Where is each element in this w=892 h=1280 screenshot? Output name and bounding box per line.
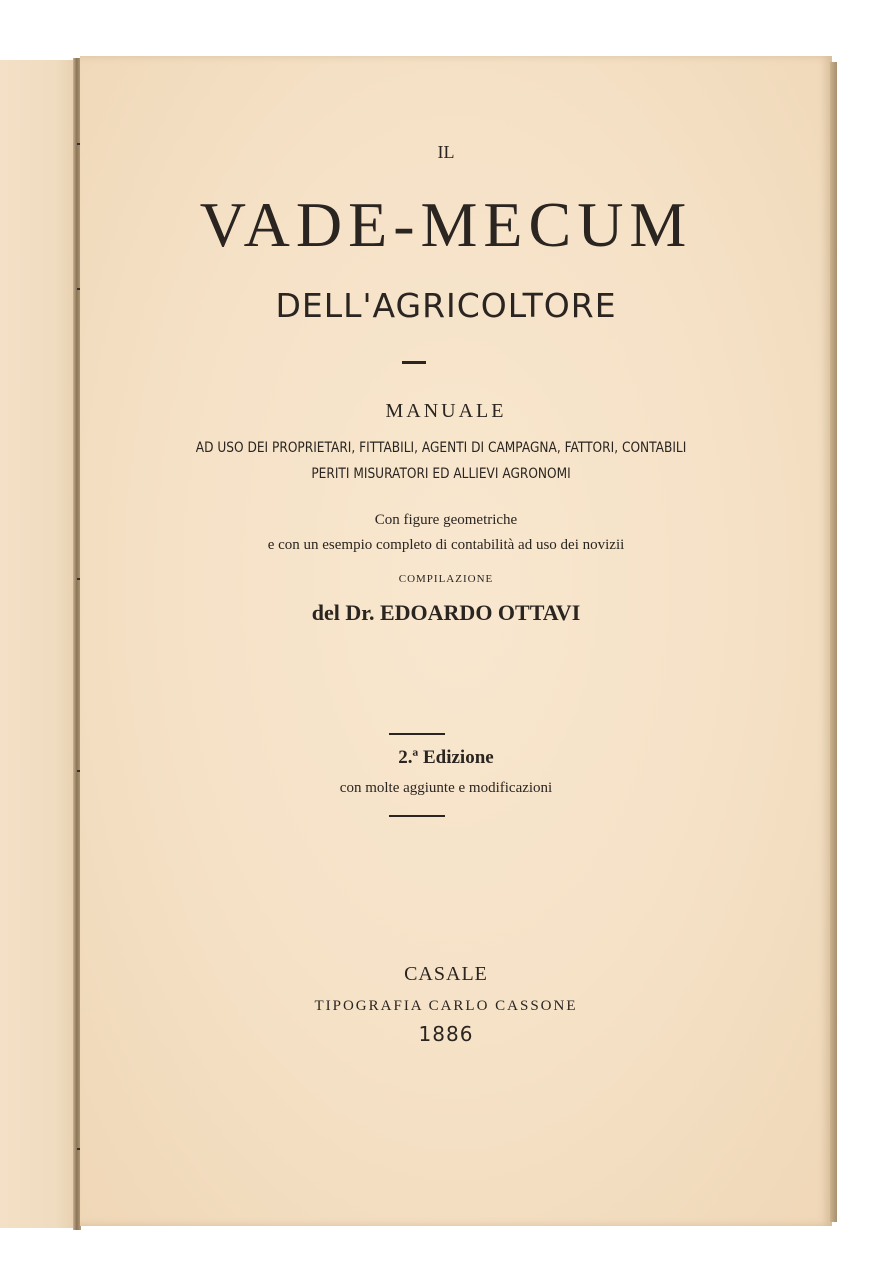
audience-line-2: PERITI MISURATORI ED ALLIEVI AGRONOMI [311,466,571,482]
publication-year: 1886 [418,1022,474,1046]
publisher: TIPOGRAFIA CARLO CASSONE [314,998,578,1014]
book-type: MANUALE [385,400,507,422]
edition-note: con molte aggiunte e modificazioni [339,780,553,796]
edition: 2.ª Edizione [398,747,494,768]
rule-top [389,733,445,735]
author: del Dr. EDOARDO OTTAVI [311,600,581,625]
audience-line-1: AD USO DEI PROPRIETARI, FITTABILI, AGENTI DI CAMPAGNA, FATTORI, CONTABILI [195,440,687,456]
title-article: IL [437,142,455,162]
main-title: VADE-MECUM [199,189,693,260]
rule-bottom [389,815,445,817]
publication-city: CASALE [404,963,488,985]
title-dash [402,361,426,364]
compilation-label: COMPILAZIONE [398,573,494,585]
features-line-1: Con figure geometriche [374,512,518,528]
subtitle: DELL'AGRICOLTORE [275,286,617,325]
features-line-2: e con un esempio completo di contabilità ad uso dei novizii [267,537,625,553]
